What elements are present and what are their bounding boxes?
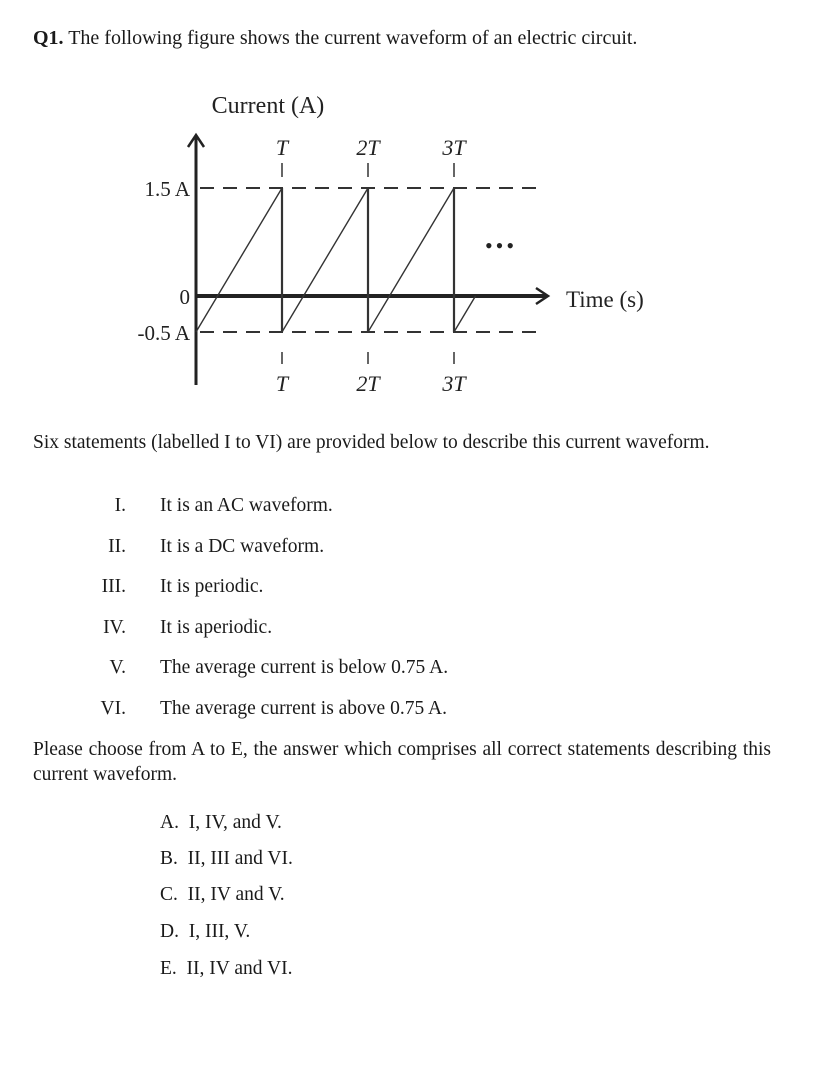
statement-number: V. (109, 657, 126, 678)
question-text: The following figure shows the current waveform of an electric circuit. (68, 27, 638, 49)
question-number: Q1. (33, 27, 64, 49)
statement-text: The average current is above 0.75 A. (160, 698, 447, 719)
waveform-ramp (196, 188, 282, 332)
statement-text: It is aperiodic. (160, 617, 273, 638)
answer-prompt: Please choose from A to E, the answer which comprises all correct statements describing this current waveform. (33, 739, 771, 785)
answer-option: B. II, III and VI. (160, 848, 293, 869)
period-label-top: 2T (356, 135, 380, 160)
x-axis-title: Time (s) (566, 287, 644, 312)
period-label-bottom: T (275, 371, 289, 396)
period-label-bottom: 2T (356, 371, 380, 396)
statement-number: III. (101, 576, 126, 597)
statement-number: IV. (103, 617, 126, 638)
statement-text: It is periodic. (160, 576, 264, 597)
continuation-dots: ••• (484, 233, 518, 258)
statement-text: The average current is below 0.75 A. (160, 657, 449, 678)
period-label-top: T (275, 135, 289, 160)
y-tick-label: 0 (179, 285, 190, 309)
answer-option: A. I, IV, and V. (160, 812, 282, 833)
statement-number: VI. (100, 698, 126, 719)
statement-number: II. (108, 536, 126, 557)
statement-text: It is a DC waveform. (160, 536, 325, 557)
current-waveform-figure (0, 85, 832, 405)
y-axis-title: Current (A) (211, 93, 325, 119)
answer-option: D. I, III, V. (160, 921, 251, 942)
answer-option: E. II, IV and VI. (160, 958, 293, 979)
y-tick-label: 1.5 A (144, 177, 190, 201)
statement-text: It is an AC waveform. (160, 495, 333, 516)
waveform-ramp (282, 188, 368, 332)
y-tick-label: -0.5 A (137, 321, 190, 345)
waveform-ramp (454, 296, 476, 332)
period-label-bottom: 3T (442, 371, 466, 396)
question-heading (33, 25, 637, 51)
statements-intro: Six statements (labelled I to VI) are provided below to describe this current waveform. (33, 432, 710, 453)
period-label-top: 3T (442, 135, 466, 160)
waveform-ramp (368, 188, 454, 332)
statement-number: I. (114, 495, 126, 516)
answer-option: C. II, IV and V. (160, 884, 285, 905)
